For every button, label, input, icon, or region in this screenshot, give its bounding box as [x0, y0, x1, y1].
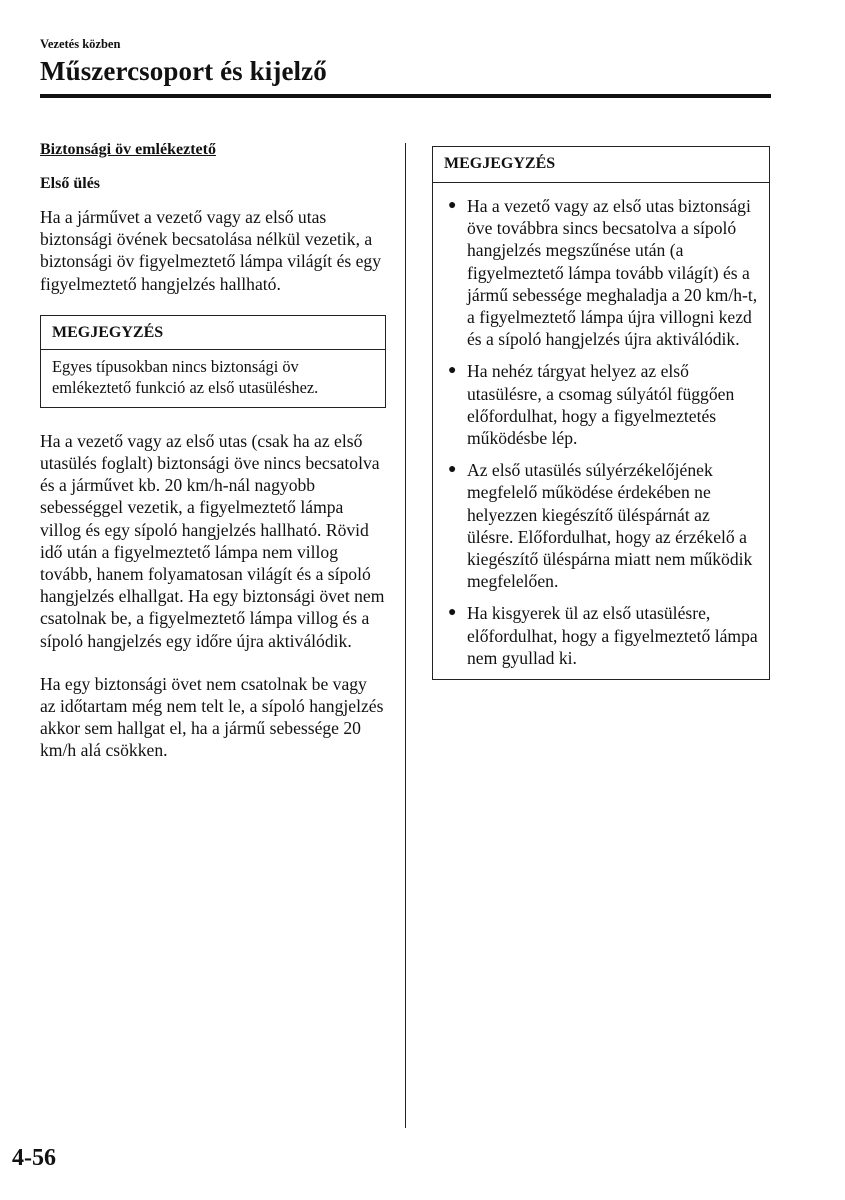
- note-list: [433, 183, 769, 679]
- note-title: MEGJEGYZÉS: [433, 147, 769, 183]
- list-item-text: Ha kisgyerek ül az első utasülésre, előfordulhat, hogy a figyelmeztető lámpa nem gyullad ki.: [467, 603, 758, 668]
- list-item: [444, 195, 759, 350]
- note-title: MEGJEGYZÉS: [41, 316, 385, 350]
- list-item: [444, 459, 759, 592]
- left-column: [40, 140, 386, 762]
- column-divider: [405, 143, 406, 1128]
- section-heading: Biztonsági öv emlékeztető: [40, 141, 216, 158]
- section-label: Vezetés közben: [40, 37, 121, 51]
- note-body: Egyes típusokban nincs biztonsági öv emlékeztető funkció az első utasüléshez.: [52, 356, 319, 398]
- list-item-text: Ha a vezető vagy az első utas biztonsági öve továbbra sincs becsatolva a sípoló hangjelzés megszűnése után (a figyelmeztető lámpa tovább világít) és a jármű sebessége meghaladja a 20 km/h-t, a figyelmeztető lámpa újra villogni kezd és a sípoló hangjelzés újra aktiválódik.: [467, 196, 758, 350]
- paragraph-speed-warning: Ha a vezető vagy az első utas (csak ha az első utasülés foglalt) biztonsági öve nincs becsatolva és a járművet kb. 20 km/h-nál nagyobb sebességgel vezetik, a figyelmeztető lámpa villog és egy sípoló hangjelzés hallható. Rövid idő után a figyelmeztető lámpa nem villog tovább, hanem folyamatosan világít és a sípoló hangjelzés elhallgat. Ha egy biztonsági övet nem csatolnak be, a figyelmeztető lámpa villog és a sípoló hangjelzés egy időre újra aktiválódik.: [40, 430, 385, 651]
- list-item: [444, 602, 759, 669]
- note-box: [40, 315, 386, 408]
- list-item-text: Ha nehéz tárgyat helyez az első utasülésre, a csomag súlyától függően előfordulhat, hogy a figyelmeztetés működésbe lép.: [467, 361, 735, 449]
- list-item-text: Az első utasülés súlyérzékelőjének megfelelő működése érdekében ne helyezzen kiegészítő üléspárnát az ülésre. Előfordulhat, hogy az érzékelő a kiegészítő üléspárna miatt nem működik megfelelően.: [467, 460, 753, 592]
- right-column: [432, 146, 770, 680]
- bullet-icon: ●: [448, 198, 457, 213]
- bullet-icon: ●: [448, 462, 457, 478]
- bullet-icon: ●: [448, 363, 457, 379]
- note-box: [432, 146, 770, 680]
- paragraph-below-speed: Ha egy biztonsági övet nem csatolnak be vagy az időtartam még nem telt le, a sípoló hangjelzés akkor sem hallgat el, ha a jármű sebessége 20 km/h alá csökken.: [40, 673, 384, 761]
- bullet-icon: ●: [448, 605, 457, 621]
- subheading: Első ülés: [40, 175, 101, 192]
- page-number: 4-56: [12, 1145, 56, 1171]
- title-rule: [40, 94, 771, 98]
- list-item: [444, 360, 759, 449]
- paragraph-intro: Ha a járművet a vezető vagy az első utas biztonsági övének becsatolása nélkül vezetik, a biztonsági öv figyelmeztető lámpa világít és egy figyelmeztető hangjelzés hallható.: [40, 207, 382, 294]
- page-title: Műszercsoport és kijelző: [40, 56, 327, 86]
